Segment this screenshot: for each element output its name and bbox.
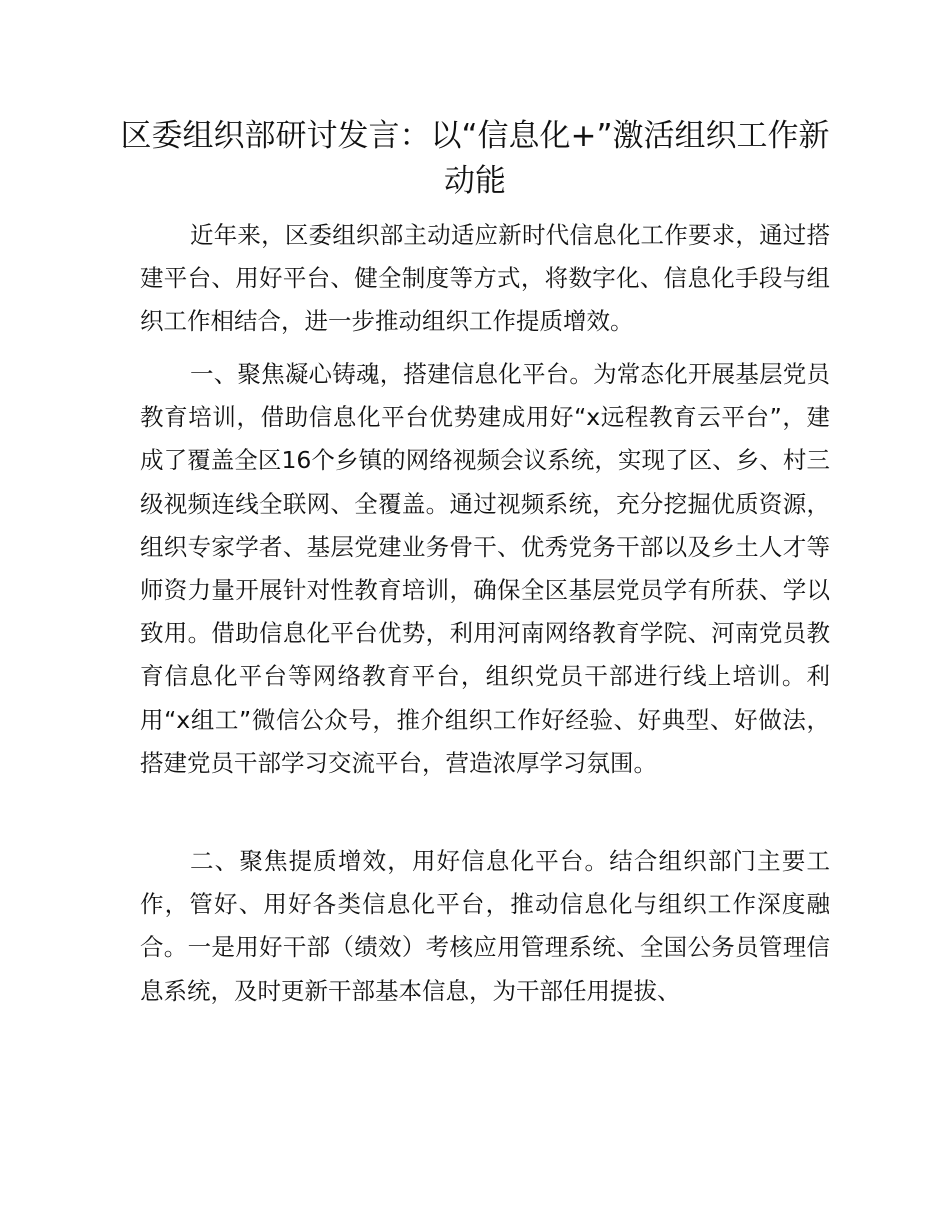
paragraph-section-one: 一、聚焦凝心铸魂，搭建信息化平台。为常态化开展基层党员教育培训，借助信息化平台优势建成用好“x远程教育云平台”，建成了覆盖全区16个乡镇的网络视频会议系统，实现了区、乡、村三级视频连线全联网、全覆盖。通过视频系统，充分挖掘优质资源，组织专家学者、基层党建业务骨干、优秀党务干部以及乡土人才等师资力量开展针对性教育培训，确保全区基层党员学有所获、学以致用。借助信息化平台优势，利用河南网络教育学院、河南党员教育信息化平台等网络教育平台，组织党员干部进行线上培训。利用“x组工”微信公众号，推介组织工作好经验、好典型、好做法，搭建党员干部学习交流平台，营造浓厚学习氛围。 <box>140 360 830 777</box>
document-title: 区委组织部研讨发言：以“信息化+”激活组织工作新动能 <box>120 118 830 199</box>
paragraph-section-two: 二、聚焦提质增效，用好信息化平台。结合组织部门主要工作，管好、用好各类信息化平台，推动信息化与组织工作深度融合。一是用好干部（绩效）考核应用管理系统、全国公务员管理信息系统，及时更新干部基本信息，为干部任用提拔、 <box>140 847 830 1005</box>
paragraph-intro: 近年来，区委组织部主动适应新时代信息化工作要求，通过搭建平台、用好平台、健全制度等方式，将数字化、信息化手段与组织工作相结合，进一步推动组织工作提质增效。 <box>140 221 830 336</box>
